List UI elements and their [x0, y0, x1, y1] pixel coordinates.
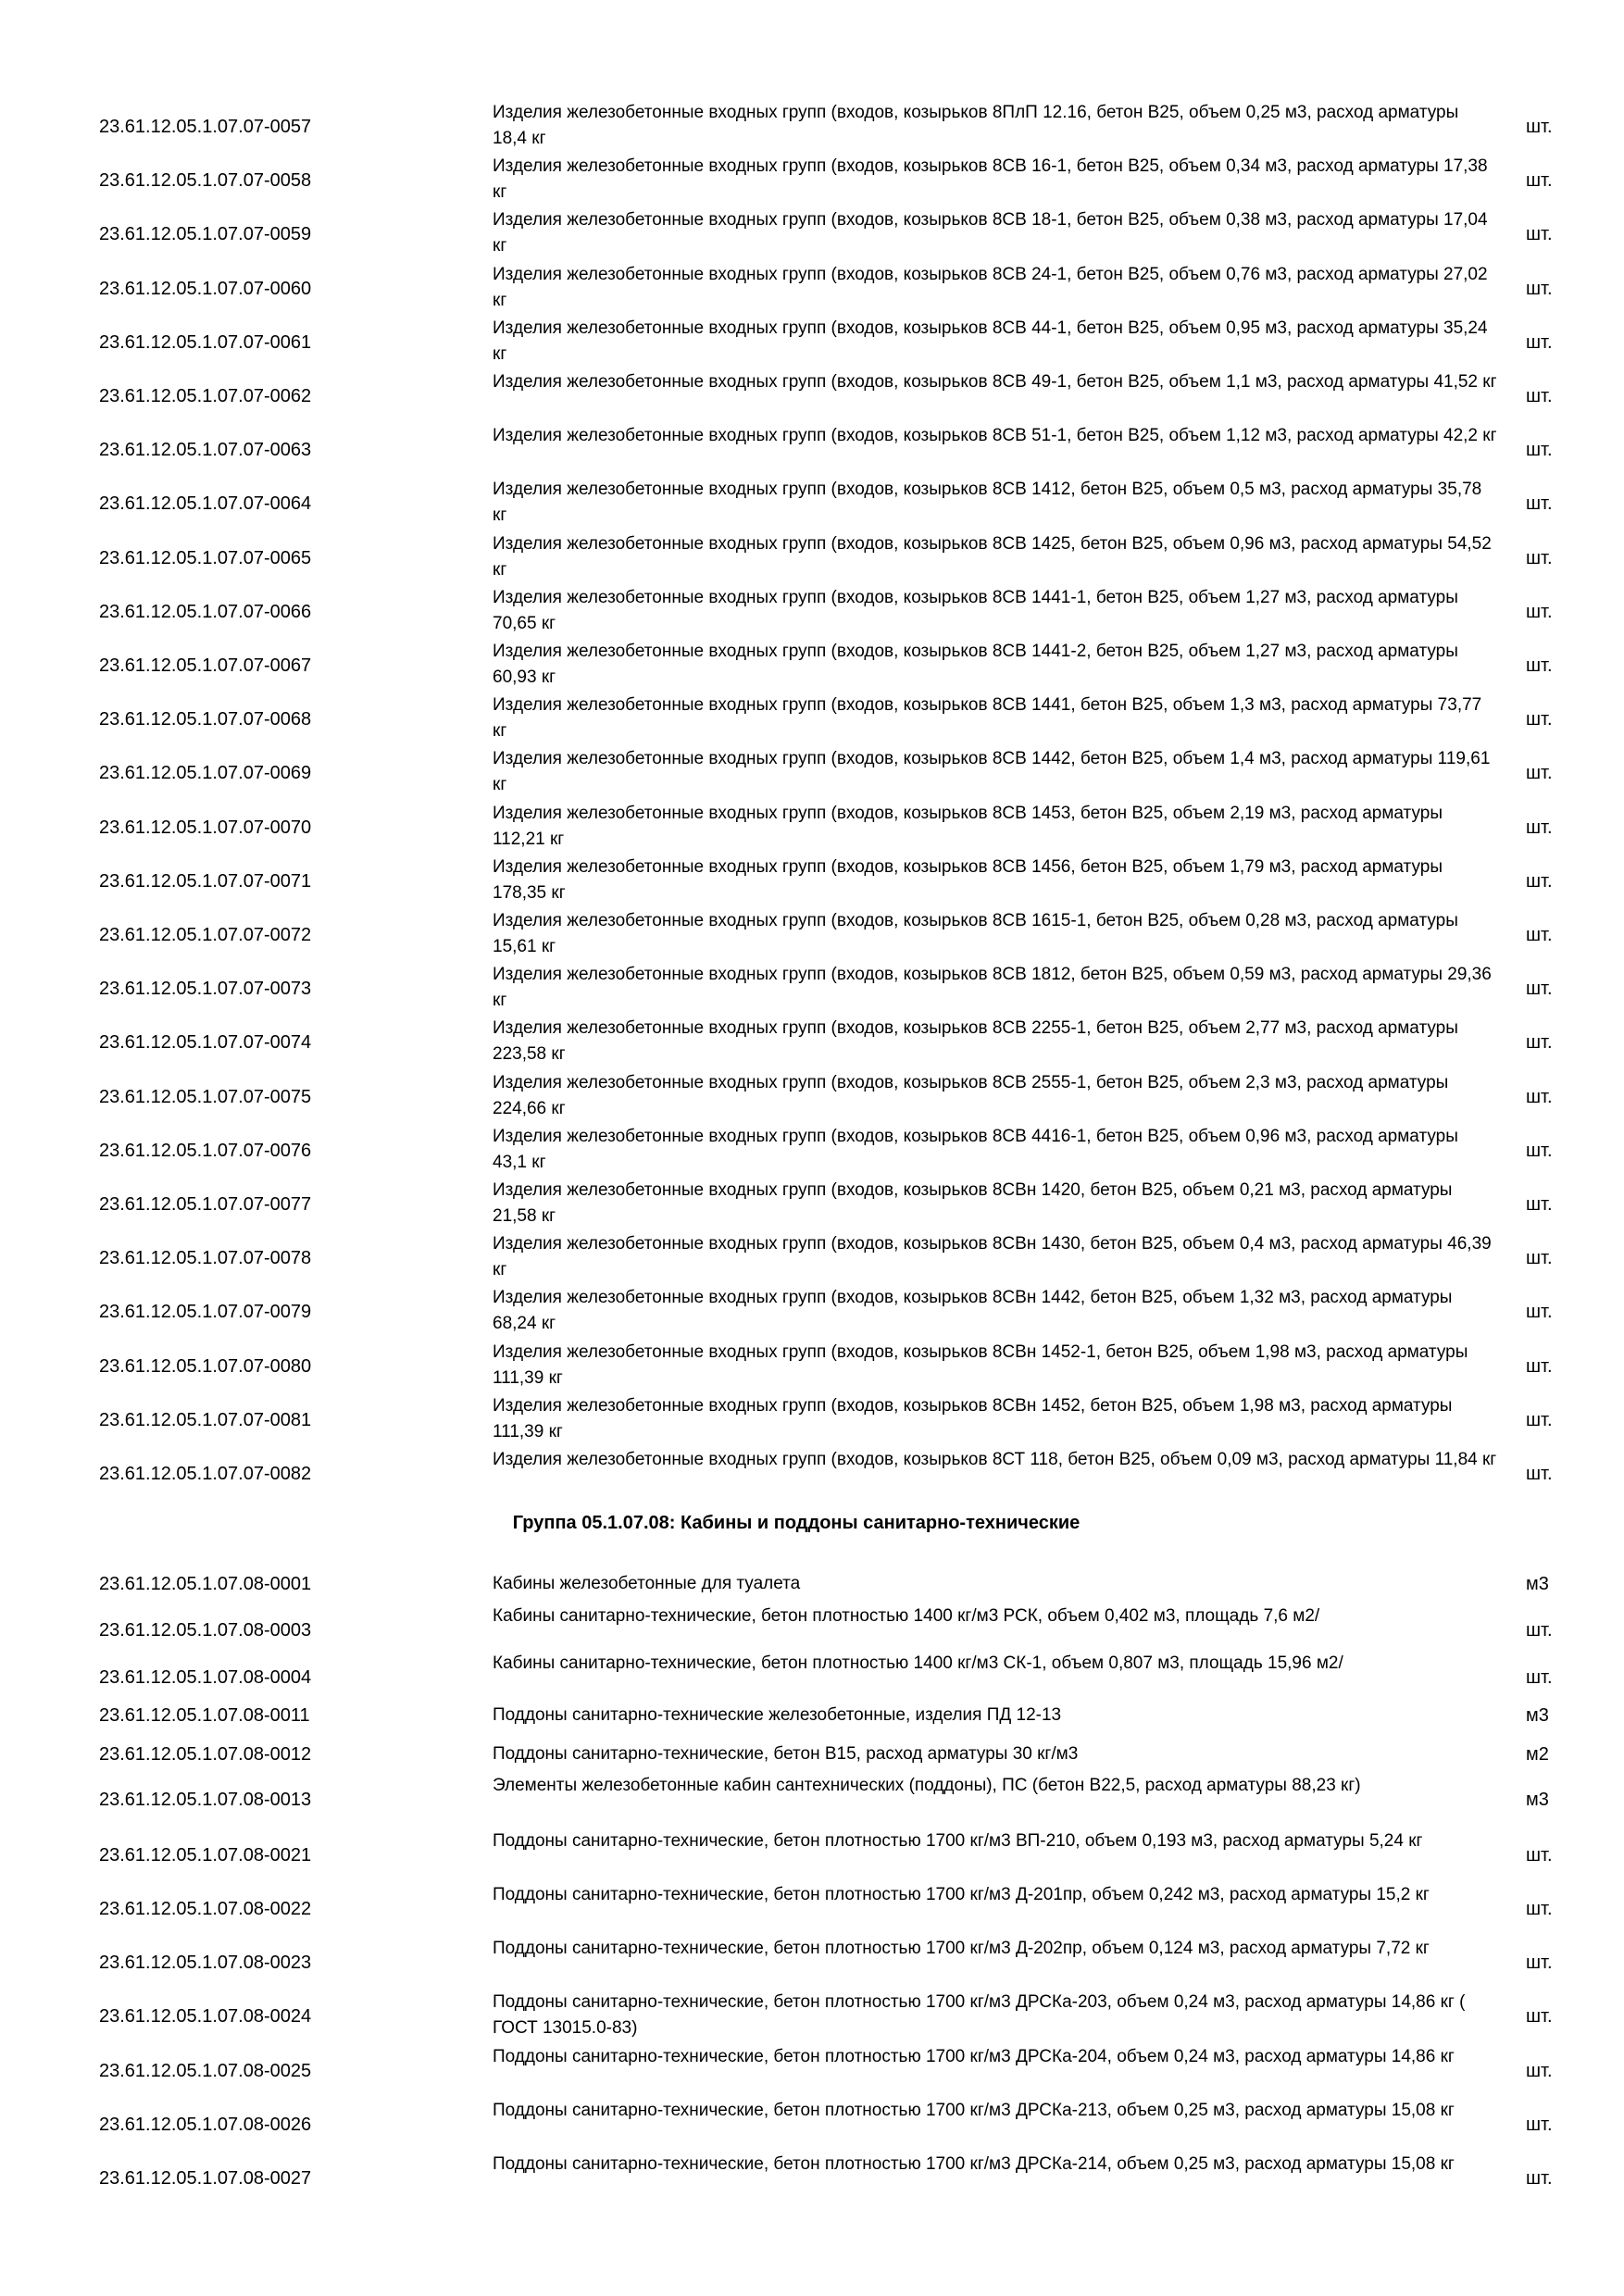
item-code: 23.61.12.05.1.07.08-0001: [99, 1574, 312, 1594]
item-description: Изделия железобетонные входных групп (входов, козырьков 8СВ 16-1, бетон В25, объем 0,34 м3, расход арматуры 17,38 кг: [493, 156, 1488, 202]
item-code: 23.61.12.05.1.07.07-0061: [99, 332, 312, 353]
item-description: Элементы железобетонные кабин сантехнических (поддоны), ПС (бетон В22,5, расход арматуры 88,23 кг): [493, 1776, 1361, 1795]
item-description: Изделия железобетонные входных групп (входов, козырьков 8СВ 1441-1, бетон В25, объем 1,27 м3, расход арматуры 70,65 кг: [493, 588, 1458, 633]
item-description: Поддоны санитарно-технические, бетон плотностью 1700 кг/м3 ДРСКа-203, объем 0,24 м3, расход арматуры 14,86 кг ( ГОСТ 13015.0-83): [493, 1992, 1466, 2038]
item-code: 23.61.12.05.1.07.07-0076: [99, 1141, 312, 1161]
item-description: Изделия железобетонные входных групп (входов, козырьков 8СВ 49-1, бетон В25, объем 1,1 м3, расход арматуры 41,52 кг: [493, 372, 1497, 392]
item-code: 23.61.12.05.1.07.07-0059: [99, 224, 312, 244]
item-description: Изделия железобетонные входных групп (входов, козырьков 8СВ 1412, бетон В25, объем 0,5 м3, расход арматуры 35,78 кг: [493, 480, 1482, 525]
item-description: Изделия железобетонные входных групп (входов, козырьков 8СВн 1452, бетон В25, объем 1,98 м3, расход арматуры 111,39 кг: [493, 1396, 1453, 1441]
item-unit: шт.: [1526, 1141, 1553, 1161]
item-description: Изделия железобетонные входных групп (входов, козырьков 8СВ 24-1, бетон В25, объем 0,76 м3, расход арматуры 27,02 кг: [493, 265, 1488, 310]
item-unit: шт.: [1526, 332, 1553, 353]
item-description: Поддоны санитарно-технические, бетон плотностью 1700 кг/м3 ДРСКа-204, объем 0,24 м3, расход арматуры 14,86 кг: [493, 2047, 1455, 2066]
item-code: 23.61.12.05.1.07.08-0027: [99, 2168, 312, 2189]
item-code: 23.61.12.05.1.07.07-0078: [99, 1248, 312, 1268]
item-unit: м3: [1526, 1705, 1549, 1726]
item-code: 23.61.12.05.1.07.07-0074: [99, 1032, 312, 1053]
item-code: 23.61.12.05.1.07.07-0069: [99, 763, 312, 783]
item-unit: шт.: [1526, 1194, 1553, 1215]
item-description: Изделия железобетонные входных групп (входов, козырьков 8СВ 18-1, бетон В25, объем 0,38 м3, расход арматуры 17,04 кг: [493, 210, 1488, 256]
item-description: Изделия железобетонные входных групп (входов, козырьков 8СТ 118, бетон В25, объем 0,09 м3, расход арматуры 11,84 кг: [493, 1450, 1497, 1469]
item-code: 23.61.12.05.1.07.07-0058: [99, 170, 312, 191]
item-description: Поддоны санитарно-технические, бетон плотностью 1700 кг/м3 Д-202пр, объем 0,124 м3, расход арматуры 7,72 кг: [493, 1939, 1430, 1958]
item-description: Изделия железобетонные входных групп (входов, козырьков 8СВ 1456, бетон В25, объем 1,79 м3, расход арматуры 178,35 кг: [493, 857, 1443, 903]
table-row: [0, 1828, 1624, 1882]
item-unit: шт.: [1526, 1410, 1553, 1430]
item-code: 23.61.12.05.1.07.08-0022: [99, 1899, 312, 1919]
item-description: Изделия железобетонные входных групп (входов, козырьков 8СВ 44-1, бетон В25, объем 0,95 м3, расход арматуры 35,24 кг: [493, 318, 1488, 364]
table-row: [0, 855, 1624, 908]
table-row: [0, 316, 1624, 369]
table-row: [0, 1393, 1624, 1447]
item-unit: шт.: [1526, 493, 1553, 514]
item-code: 23.61.12.05.1.07.07-0077: [99, 1194, 312, 1215]
item-code: 23.61.12.05.1.07.08-0012: [99, 1744, 312, 1765]
item-description: Изделия железобетонные входных групп (входов, козырьков 8СВ 1812, бетон В25, объем 0,59 м3, расход арматуры 29,36 кг: [493, 965, 1492, 1010]
table-row: [0, 369, 1624, 423]
item-description: Кабины санитарно-технические, бетон плотностью 1400 кг/м3 СК-1, объем 0,807 м3, площадь 15,96 м2/: [493, 1653, 1343, 1673]
item-code: 23.61.12.05.1.07.07-0066: [99, 602, 312, 622]
table-row: [0, 423, 1624, 477]
item-code: 23.61.12.05.1.07.08-0026: [99, 2115, 312, 2135]
table-row: [0, 1936, 1624, 1990]
item-unit: шт.: [1526, 1087, 1553, 1107]
item-unit: шт.: [1526, 2061, 1553, 2081]
item-code: 23.61.12.05.1.07.07-0067: [99, 655, 312, 676]
item-code: 23.61.12.05.1.07.08-0003: [99, 1620, 312, 1641]
item-description: Изделия железобетонные входных групп (входов, козырьков 8ПлП 12.16, бетон В25, объем 0,25 м3, расход арматуры 18,4 кг: [493, 103, 1459, 148]
item-description: Изделия железобетонные входных групп (входов, козырьков 8СВн 1420, бетон В25, объем 0,21 м3, расход арматуры 21,58 кг: [493, 1180, 1453, 1226]
item-code: 23.61.12.05.1.07.07-0057: [99, 117, 312, 137]
item-unit: шт.: [1526, 386, 1553, 406]
table-row: [0, 639, 1624, 693]
item-description: Изделия железобетонные входных групп (входов, козырьков 8СВ 1425, бетон В25, объем 0,96 м3, расход арматуры 54,52 кг: [493, 534, 1492, 580]
item-unit: шт.: [1526, 925, 1553, 945]
item-code: 23.61.12.05.1.07.07-0079: [99, 1302, 312, 1322]
item-description: Поддоны санитарно-технические, бетон плотностью 1700 кг/м3 ВП-210, объем 0,193 м3, расход арматуры 5,24 кг: [493, 1831, 1423, 1851]
item-unit: шт.: [1526, 1667, 1553, 1688]
item-description: Изделия железобетонные входных групп (входов, козырьков 8СВ 1453, бетон В25, объем 2,19 м3, расход арматуры 112,21 кг: [493, 804, 1443, 849]
table-row: [0, 531, 1624, 585]
item-unit: шт.: [1526, 2168, 1553, 2189]
item-unit: м3: [1526, 1790, 1549, 1810]
table-row: [0, 962, 1624, 1016]
item-unit: шт.: [1526, 1032, 1553, 1053]
item-unit: шт.: [1526, 548, 1553, 568]
item-unit: шт.: [1526, 763, 1553, 783]
table-row: [0, 1340, 1624, 1393]
table-row: [0, 1016, 1624, 1069]
item-code: 23.61.12.05.1.07.07-0060: [99, 279, 312, 299]
item-unit: шт.: [1526, 117, 1553, 137]
item-description: Изделия железобетонные входных групп (входов, козырьков 8СВ 1615-1, бетон В25, объем 0,28 м3, расход арматуры 15,61 кг: [493, 911, 1458, 956]
item-code: 23.61.12.05.1.07.07-0064: [99, 493, 312, 514]
item-description: Поддоны санитарно-технические, бетон плотностью 1700 кг/м3 ДРСКа-213, объем 0,25 м3, расход арматуры 15,08 кг: [493, 2101, 1455, 2120]
item-unit: шт.: [1526, 2006, 1553, 2027]
item-description: Кабины санитарно-технические, бетон плотностью 1400 кг/м3 РСК, объем 0,402 м3, площадь 7,6 м2/: [493, 1606, 1320, 1626]
table-row: [0, 154, 1624, 207]
item-code: 23.61.12.05.1.07.08-0023: [99, 1953, 312, 1973]
item-description: Изделия железобетонные входных групп (входов, козырьков 8СВн 1442, бетон В25, объем 1,32 м3, расход арматуры 68,24 кг: [493, 1288, 1453, 1333]
item-code: 23.61.12.05.1.07.08-0024: [99, 2006, 312, 2027]
item-description: Изделия железобетонные входных групп (входов, козырьков 8СВ 4416-1, бетон В25, объем 0,96 м3, расход арматуры 43,1 кг: [493, 1127, 1458, 1172]
table-row: [0, 1603, 1624, 1657]
item-code: 23.61.12.05.1.07.07-0080: [99, 1356, 312, 1377]
item-description: Изделия железобетонные входных групп (входов, козырьков 8СВ 2255-1, бетон В25, объем 2,77 м3, расход арматуры 223,58 кг: [493, 1018, 1458, 1064]
item-unit: шт.: [1526, 817, 1553, 838]
item-unit: шт.: [1526, 1953, 1553, 1973]
table-row: [0, 1565, 1624, 1603]
table-row: [0, 801, 1624, 855]
item-code: 23.61.12.05.1.07.07-0075: [99, 1087, 312, 1107]
item-unit: м2: [1526, 1744, 1549, 1765]
item-description: Поддоны санитарно-технические, бетон плотностью 1700 кг/м3 ДРСКа-214, объем 0,25 м3, расход арматуры 15,08 кг: [493, 2154, 1455, 2174]
table-row: [0, 1178, 1624, 1231]
item-code: 23.61.12.05.1.07.07-0068: [99, 709, 312, 730]
item-unit: шт.: [1526, 1356, 1553, 1377]
item-unit: шт.: [1526, 2115, 1553, 2135]
item-unit: шт.: [1526, 1620, 1553, 1641]
table-row: [0, 100, 1624, 154]
item-unit: шт.: [1526, 1248, 1553, 1268]
table-row: [0, 908, 1624, 962]
table-row: [0, 477, 1624, 530]
table-row: [0, 1990, 1624, 2043]
table-row: [0, 1882, 1624, 1936]
item-code: 23.61.12.05.1.07.07-0062: [99, 386, 312, 406]
item-code: 23.61.12.05.1.07.08-0013: [99, 1790, 312, 1810]
item-code: 23.61.12.05.1.07.08-0025: [99, 2061, 312, 2081]
item-description: Поддоны санитарно-технические, бетон плотностью 1700 кг/м3 Д-201пр, объем 0,242 м3, расход арматуры 15,2 кг: [493, 1885, 1430, 1904]
item-code: 23.61.12.05.1.07.07-0072: [99, 925, 312, 945]
item-unit: шт.: [1526, 871, 1553, 892]
item-code: 23.61.12.05.1.07.07-0082: [99, 1464, 312, 1484]
item-code: 23.61.12.05.1.07.07-0065: [99, 548, 312, 568]
item-unit: шт.: [1526, 279, 1553, 299]
table-row: [0, 1124, 1624, 1178]
item-code: 23.61.12.05.1.07.07-0081: [99, 1410, 312, 1430]
table-row: [0, 585, 1624, 639]
item-unit: шт.: [1526, 655, 1553, 676]
item-description: Поддоны санитарно-технические, бетон В15, расход арматуры 30 кг/м3: [493, 1744, 1079, 1764]
table-row: [0, 2044, 1624, 2098]
item-unit: шт.: [1526, 979, 1553, 999]
item-unit: шт.: [1526, 440, 1553, 460]
item-code: 23.61.12.05.1.07.07-0070: [99, 817, 312, 838]
item-code: 23.61.12.05.1.07.07-0071: [99, 871, 312, 892]
item-code: 23.61.12.05.1.07.08-0011: [99, 1705, 310, 1726]
item-unit: шт.: [1526, 602, 1553, 622]
item-description: Изделия железобетонные входных групп (входов, козырьков 8СВн 1430, бетон В25, объем 0,4 м3, расход арматуры 46,39 кг: [493, 1234, 1492, 1279]
item-description: Изделия железобетонные входных групп (входов, козырьков 8СВн 1452-1, бетон В25, объем 1,98 м3, расход арматуры 111,39 кг: [493, 1342, 1468, 1388]
item-code: 23.61.12.05.1.07.07-0073: [99, 979, 312, 999]
group-heading: [0, 1509, 1624, 1537]
item-unit: шт.: [1526, 1302, 1553, 1322]
item-description: Изделия железобетонные входных групп (входов, козырьков 8СВ 1442, бетон В25, объем 1,4 м3, расход арматуры 119,61 кг: [493, 749, 1491, 794]
item-description: Поддоны санитарно-технические железобетонные, изделия ПД 12-13: [493, 1705, 1062, 1725]
group-heading-text: Группа 05.1.07.08: Кабины и поддоны санитарно-технические: [512, 1513, 1081, 1533]
table-row: [0, 746, 1624, 800]
item-unit: шт.: [1526, 224, 1553, 244]
table-row: [0, 1447, 1624, 1501]
table-row: [0, 262, 1624, 316]
item-description: Изделия железобетонные входных групп (входов, козырьков 8СВ 2555-1, бетон В25, объем 2,3 м3, расход арматуры 224,66 кг: [493, 1073, 1449, 1118]
item-description: Кабины железобетонные для туалета: [493, 1574, 801, 1593]
table-row: [0, 207, 1624, 261]
table-row: [0, 1070, 1624, 1124]
item-unit: шт.: [1526, 170, 1553, 191]
table-row: [0, 1285, 1624, 1339]
item-unit: шт.: [1526, 1845, 1553, 1866]
table-row: [0, 2098, 1624, 2152]
table-row: [0, 1773, 1624, 1827]
item-code: 23.61.12.05.1.07.08-0004: [99, 1667, 312, 1688]
item-description: Изделия железобетонные входных групп (входов, козырьков 8СВ 1441-2, бетон В25, объем 1,27 м3, расход арматуры 60,93 кг: [493, 642, 1458, 687]
table-row: [0, 1735, 1624, 1774]
item-unit: шт.: [1526, 709, 1553, 730]
table-row: [0, 693, 1624, 746]
item-code: 23.61.12.05.1.07.07-0063: [99, 440, 312, 460]
item-unit: м3: [1526, 1574, 1549, 1594]
item-unit: шт.: [1526, 1899, 1553, 1919]
table-row: [0, 1231, 1624, 1285]
item-unit: шт.: [1526, 1464, 1553, 1484]
item-description: Изделия железобетонные входных групп (входов, козырьков 8СВ 51-1, бетон В25, объем 1,12 м3, расход арматуры 42,2 кг: [493, 426, 1497, 445]
item-description: Изделия железобетонные входных групп (входов, козырьков 8СВ 1441, бетон В25, объем 1,3 м3, расход арматуры 73,77 кг: [493, 695, 1482, 741]
item-code: 23.61.12.05.1.07.08-0021: [99, 1845, 312, 1866]
table-row: [0, 2152, 1624, 2205]
table-row: [0, 1696, 1624, 1735]
